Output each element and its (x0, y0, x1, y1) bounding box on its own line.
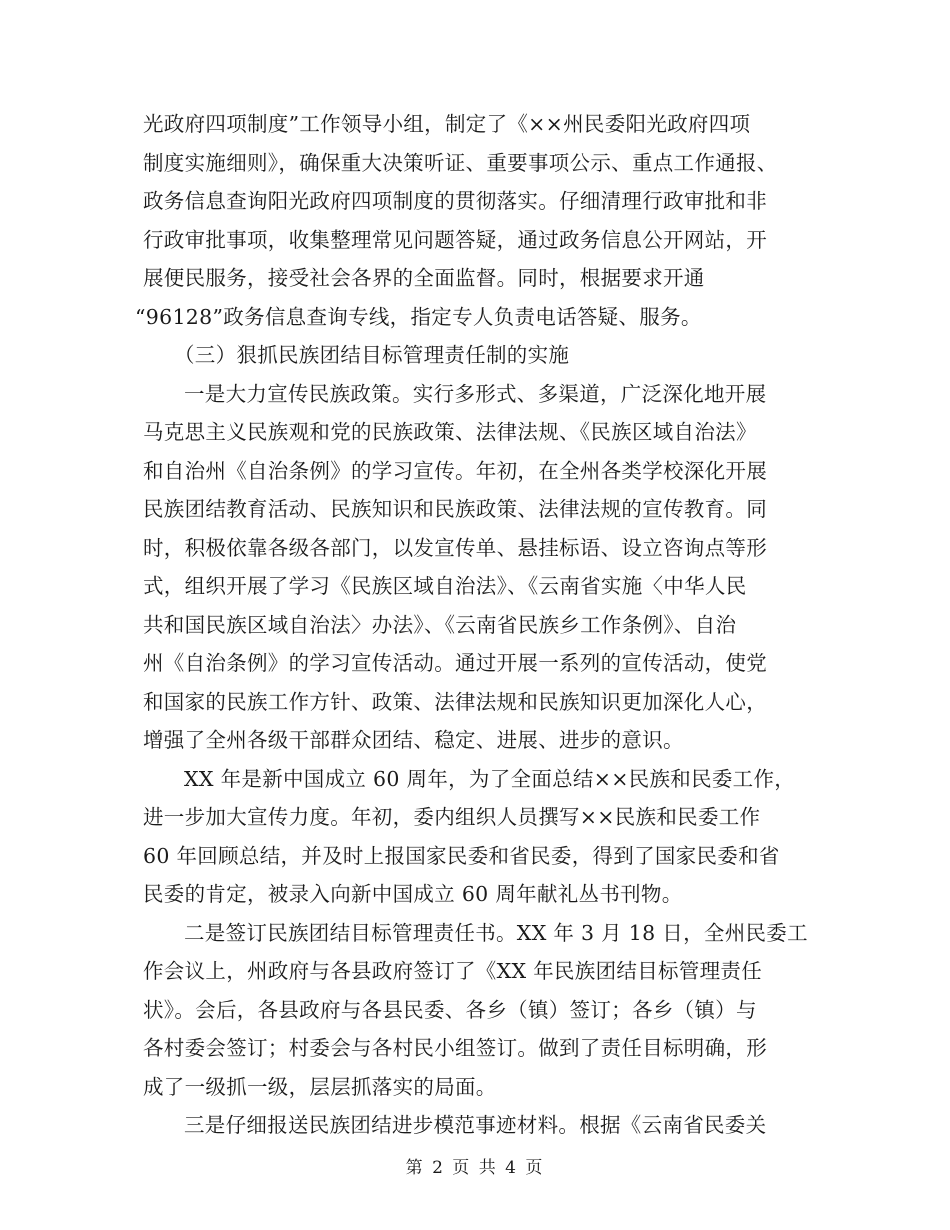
text-line: 行政审批事项，收集整理常见问题答疑，通过政务信息公开网站，开 (143, 227, 767, 252)
text-line: 展便民服务，接受社会各界的全面监督。同时，根据要求开通 (143, 266, 705, 290)
text-line: 成了一级抓一级，层层抓落实的局面。 (143, 1074, 497, 1099)
text-line: 政务信息查询阳光政府四项制度的贯彻落实。仔细清理行政审批和非 (143, 189, 767, 213)
text-line: 光政府四项制度”工作领导小组，制定了《××州民委阳光政府四项 (143, 112, 751, 136)
text-line: 民委的肯定，被录入向新中国成立 60 周年献礼丛书刊物。 (143, 882, 683, 906)
text-line: 进一步加大宣传力度。年初，委内组织人员撰写××民族和民委工作 (143, 805, 761, 829)
section-heading-3 (143, 336, 813, 375)
text-line: “96128”政务信息查询专线，指定专人负责电话答疑、服务。 (135, 304, 702, 329)
text-line: 马克思主义民族观和党的民族政策、法律法规、《民族区域自治法》 (143, 420, 757, 444)
text-line: 式，组织开展了学习《民族区域自治法》、《云南省实施〈中华人民 (143, 574, 747, 598)
text-line: 和自治州《自治条例》的学习宣传。年初，在全州各类学校深化开展 (143, 458, 767, 483)
text-line: 时，积极依靠各级各部门，以发宣传单、悬挂标语、设立咨询点等形 (143, 535, 767, 560)
paragraph-propaganda (143, 375, 813, 760)
section-heading-text: （三）狠抓民族团结目标管理责任制的实施 (174, 343, 570, 367)
text-line: 状》。会后，各县政府与各县民委、各乡（镇）签订；各乡（镇）与 (143, 997, 757, 1022)
text-line: 各村委会签订；村委会与各村民小组签订。做到了责任目标明确，形 (143, 1036, 767, 1060)
text-line: 二是签订民族团结目标管理责任书。XX 年 3 月 18 日，全州民委工 (184, 920, 808, 945)
document-body (135, 105, 813, 1145)
text-line: XX 年是新中国成立 60 周年，为了全面总结××民族和民委工作， (184, 766, 796, 791)
text-line: 共和国民族区域自治法〉办法》、《云南省民族乡工作条例》、自治 (143, 612, 737, 637)
text-line: 制度实施细则》，确保重大决策听证、重要事项公示、重点工作通报、 (143, 150, 778, 175)
text-line: 作会议上，州政府与各县政府签订了《XX 年民族团结目标管理责任 (143, 959, 763, 983)
text-line: 60 年回顾总结，并及时上报国家民委和省民委，得到了国家民委和省 (143, 843, 780, 868)
text-line: 州《自治条例》的学习宣传活动。通过开展一系列的宣传活动，使党 (143, 651, 767, 675)
paragraph-model-deeds (143, 1106, 813, 1145)
text-line: 和国家的民族工作方针、政策、法律法规和民族知识更加深化人心， (143, 689, 767, 714)
paragraph-responsibility-letter (143, 914, 813, 1107)
paragraph-60th-anniversary (143, 760, 813, 914)
page-number-footer: 第 2 页 共 4 页 (405, 1158, 545, 1178)
text-line: 一是大力宣传民族政策。实行多形式、多渠道，广泛深化地开展 (184, 381, 767, 406)
paragraph-sunshine-government (135, 105, 813, 336)
text-line: 增强了全州各级干部群众团结、稳定、进展、进步的意识。 (143, 728, 684, 752)
text-line: 三是仔细报送民族团结进步模范事迹材料。根据《云南省民委关 (184, 1113, 767, 1137)
text-line: 民族团结教育活动、民族知识和民族政策、法律法规的宣传教育。同 (143, 497, 767, 521)
